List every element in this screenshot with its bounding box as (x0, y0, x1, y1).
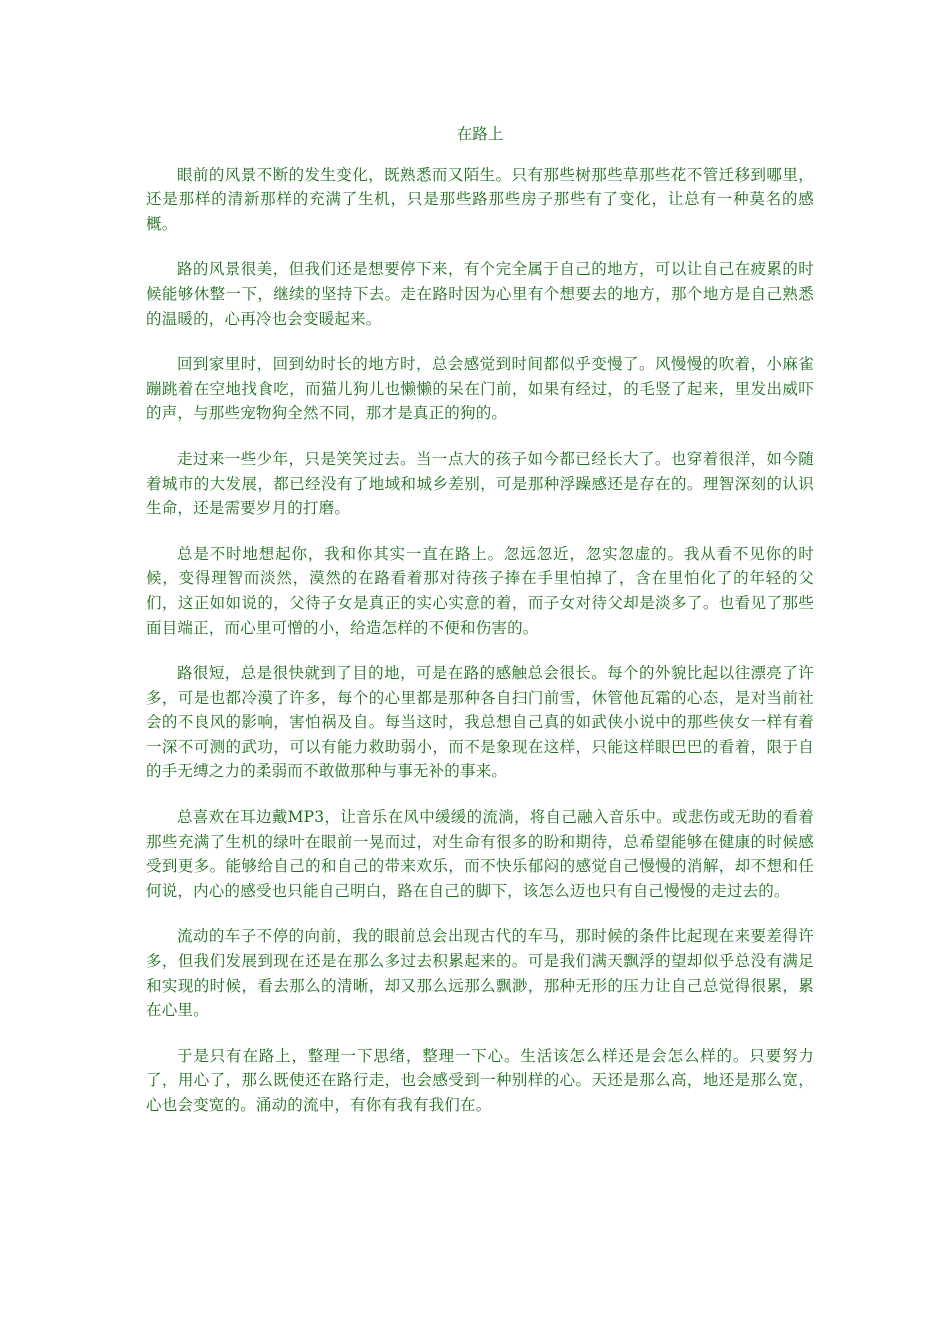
document-title: 在路上 (456, 125, 504, 143)
paragraph-3: 回到家里时，回到幼时长的地方时，总会感觉到时间都似乎变慢了。风慢慢的吹着，小麻雀蹦跳着在空地找食吃，而猫儿狗儿也懒懒的呆在门前，如果有经过，的毛竖了起来，里发出威吓的声，与那些宠物狗全然不同，那才是真正的狗的。 (146, 355, 814, 423)
document-page (146, 122, 814, 1139)
paragraph-5: 总是不时地想起你，我和你其实一直在路上。忽远忽近，忽实忽虚的。我从看不见你的时候，变得理智而淡然，漠然的在路看着那对待孩子捧在手里怕掉了，含在里怕化了的年轻的父们，这正如如说的，父待子女是真正的实心实意的着，而子女对待父却是淡多了。也看见了那些面目端正，而心里可憎的小，给造怎样的不便和伤害的。 (146, 544, 814, 637)
paragraph-6: 路很短，总是很快就到了目的地，可是在路的感触总会很长。每个的外貌比起以往漂亮了许多，可是也都冷漠了许多，每个的心里都是那种各自扫门前雪，休管他瓦霜的心态，是对当前社会的不良风的影响，害怕祸及自。每当这时，我总想自己真的如武侠小说中的那些侠女一样有着一深不可测的武功，可以有能力救助弱小，而不是象现在这样，只能这样眼巴巴的看着，限于自的手无缚之力的柔弱而不敢做那种与事无补的事来。 (146, 664, 814, 781)
paragraph-4: 走过来一些少年，只是笑笑过去。当一点大的孩子如今都已经长大了。也穿着很洋，如今随着城市的大发展，都已经没有了地域和城乡差别，可是那种浮躁感还是存在的。理智深刻的认识生命，还是需要岁月的打磨。 (146, 449, 814, 518)
paragraph-1: 眼前的风景不断的发生变化，既熟悉而又陌生。只有那些树那些草那些花不管迁移到哪里，还是那样的清新那样的充满了生机，只是那些路那些房子那些有了变化，让总有一种莫名的感概。 (146, 165, 814, 233)
paragraph-2: 路的风景很美，但我们还是想要停下来，有个完全属于自己的地方，可以让自己在疲累的时候能够休整一下，继续的坚持下去。走在路时因为心里有个想要去的地方，那个地方是自己熟悉的温暖的，心再冷也会变暖起来。 (146, 260, 814, 328)
paragraph-9: 于是只有在路上，整理一下思绪，整理一下心。生活该怎么样还是会怎么样的。只要努力了，用心了，那么既使还在路行走，也会感受到一种别样的心。天还是那么高，地还是那么宽，心也会变宽的。涌动的流中，有你有我有我们在。 (146, 1046, 814, 1114)
paragraph-7: 总喜欢在耳边戴MP3，让音乐在风中缓缓的流淌，将自己融入音乐中。或悲伤或无助的看着那些充满了生机的绿叶在眼前一晃而过，对生命有很多的盼和期待，总希望能够在健康的时候感受到更多。能够给自己的和自己的带来欢乐，而不快乐郁闷的感觉自己慢慢的消解，却不想和任何说，内心的感受也只能自己明白，路在自己的脚下，该怎么迈也只有自己慢慢的走过去的。 (146, 808, 814, 900)
paragraph-8: 流动的车子不停的向前，我的眼前总会出现古代的车马，那时候的条件比起现在来要差得许多，但我们发展到现在还是在那么多过去积累起来的。可是我们满天飘浮的望却似乎总没有满足和实现的时候，看去那么的清晰，却又那么远那么飘渺，那种无形的压力让自己总觉得很累，累在心里。 (146, 927, 814, 1020)
